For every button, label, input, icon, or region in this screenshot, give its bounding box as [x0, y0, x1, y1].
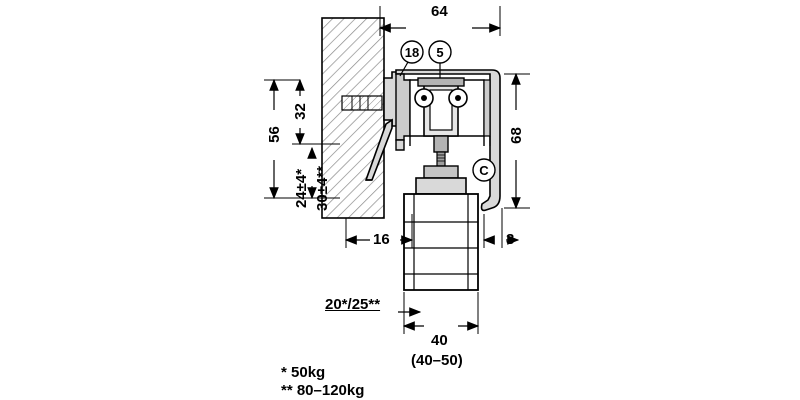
- dimension-tolerance-24: 24±4*: [293, 168, 311, 209]
- dimension-16: 16: [373, 231, 390, 248]
- note-50kg: * 50kg: [281, 364, 326, 381]
- dimension-40-50-range: (40–50): [411, 352, 463, 369]
- dimension-left-56: 56: [265, 126, 283, 143]
- dimension-left-32: 32: [291, 103, 309, 120]
- dimension-tolerance-30: 30±4**: [313, 166, 331, 211]
- dimension-3: 3: [506, 231, 515, 248]
- dimension-panel-thickness: 20*/25**: [325, 296, 381, 313]
- dimension-40: 40: [431, 332, 448, 349]
- wall-section: [322, 18, 384, 218]
- callout-5-label: 5: [436, 45, 444, 60]
- note-80-120kg: ** 80–120kg: [281, 382, 365, 399]
- dimension-right-68: 68: [507, 127, 525, 144]
- dimension-top-64: 64: [431, 3, 448, 20]
- fixing-screw-detail: [342, 96, 382, 110]
- callout-c-label: C: [479, 163, 489, 178]
- door-panel: [404, 194, 478, 290]
- callout-18-label: 18: [404, 45, 420, 60]
